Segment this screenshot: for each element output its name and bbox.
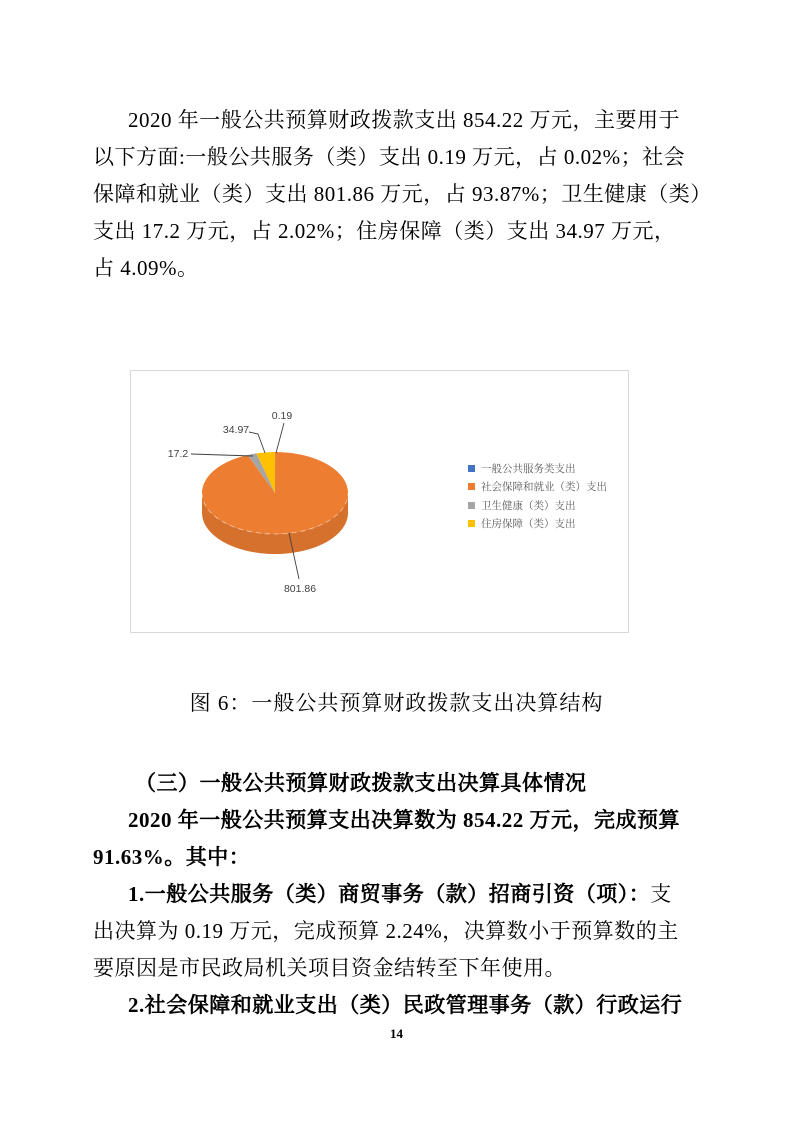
legend-label: 社会保障和就业（类）支出 bbox=[481, 481, 607, 494]
text-line: 支出 17.2 万元，占 2.02%；住房保障（类）支出 34.97 万元， bbox=[93, 219, 676, 243]
item2-paragraph bbox=[93, 987, 715, 1024]
item1-lead-rest: 支 bbox=[650, 882, 672, 906]
text-line: 占 4.09%。 bbox=[93, 256, 199, 280]
legend-color-swatch bbox=[468, 483, 475, 490]
body-paragraph-overview bbox=[93, 102, 715, 287]
figure-box bbox=[130, 370, 629, 633]
pie-data-label: 17.2 bbox=[167, 448, 189, 460]
text-line: 要原因是市民政局机关项目资金结转至下年使用。 bbox=[93, 956, 566, 980]
text-line: 2020 年一般公共预算财政拨款支出 854.22 万元，主要用于 bbox=[128, 108, 680, 132]
item2-lead: 2.社会保障和就业支出（类）民政管理事务（款）行政运行 bbox=[128, 993, 683, 1017]
section-intro-paragraph bbox=[93, 802, 715, 876]
text-line: 以下方面:一般公共服务（类）支出 0.19 万元，占 0.02%；社会 bbox=[93, 145, 686, 169]
leader-line bbox=[191, 454, 253, 456]
section-heading: （三）一般公共预算财政拨款支出决算具体情况 bbox=[135, 771, 587, 795]
chart-legend bbox=[468, 459, 607, 533]
page-number: 14 bbox=[390, 1026, 403, 1041]
legend-color-swatch bbox=[468, 502, 475, 509]
legend-label: 卫生健康（类）支出 bbox=[481, 499, 576, 512]
legend-color-swatch bbox=[468, 520, 475, 527]
text-line: 出决算为 0.19 万元，完成预算 2.24%，决算数小于预算数的主 bbox=[93, 919, 679, 943]
text-line: 保障和就业（类）支出 801.86 万元，占 93.87%；卫生健康（类） bbox=[93, 182, 712, 206]
legend-label: 一般公共服务类支出 bbox=[481, 462, 576, 475]
legend-item bbox=[468, 496, 607, 515]
pie-data-label: 34.97 bbox=[222, 424, 250, 436]
legend-item bbox=[468, 515, 607, 534]
leader-line bbox=[249, 432, 265, 453]
legend-color-swatch bbox=[468, 465, 475, 472]
text-line: 91.63%。其中： bbox=[93, 845, 251, 869]
legend-item bbox=[468, 459, 607, 478]
item1-paragraph bbox=[93, 876, 715, 987]
text-line: 2020 年一般公共预算支出决算数为 854.22 万元，完成预算 bbox=[128, 808, 680, 832]
leader-line bbox=[276, 423, 284, 453]
section-heading-block bbox=[93, 765, 715, 802]
item1-lead: 1.一般公共服务（类）商贸事务（款）招商引资（项）： bbox=[128, 882, 651, 906]
text-line bbox=[93, 876, 715, 913]
pie-data-label: 0.19 bbox=[271, 410, 293, 422]
figure-caption: 图 6：一般公共预算财政拨款支出决算结构 bbox=[189, 691, 604, 715]
legend-label: 住房保障（类）支出 bbox=[481, 518, 576, 531]
legend-item bbox=[468, 478, 607, 497]
pie-data-label: 801.86 bbox=[283, 583, 317, 595]
